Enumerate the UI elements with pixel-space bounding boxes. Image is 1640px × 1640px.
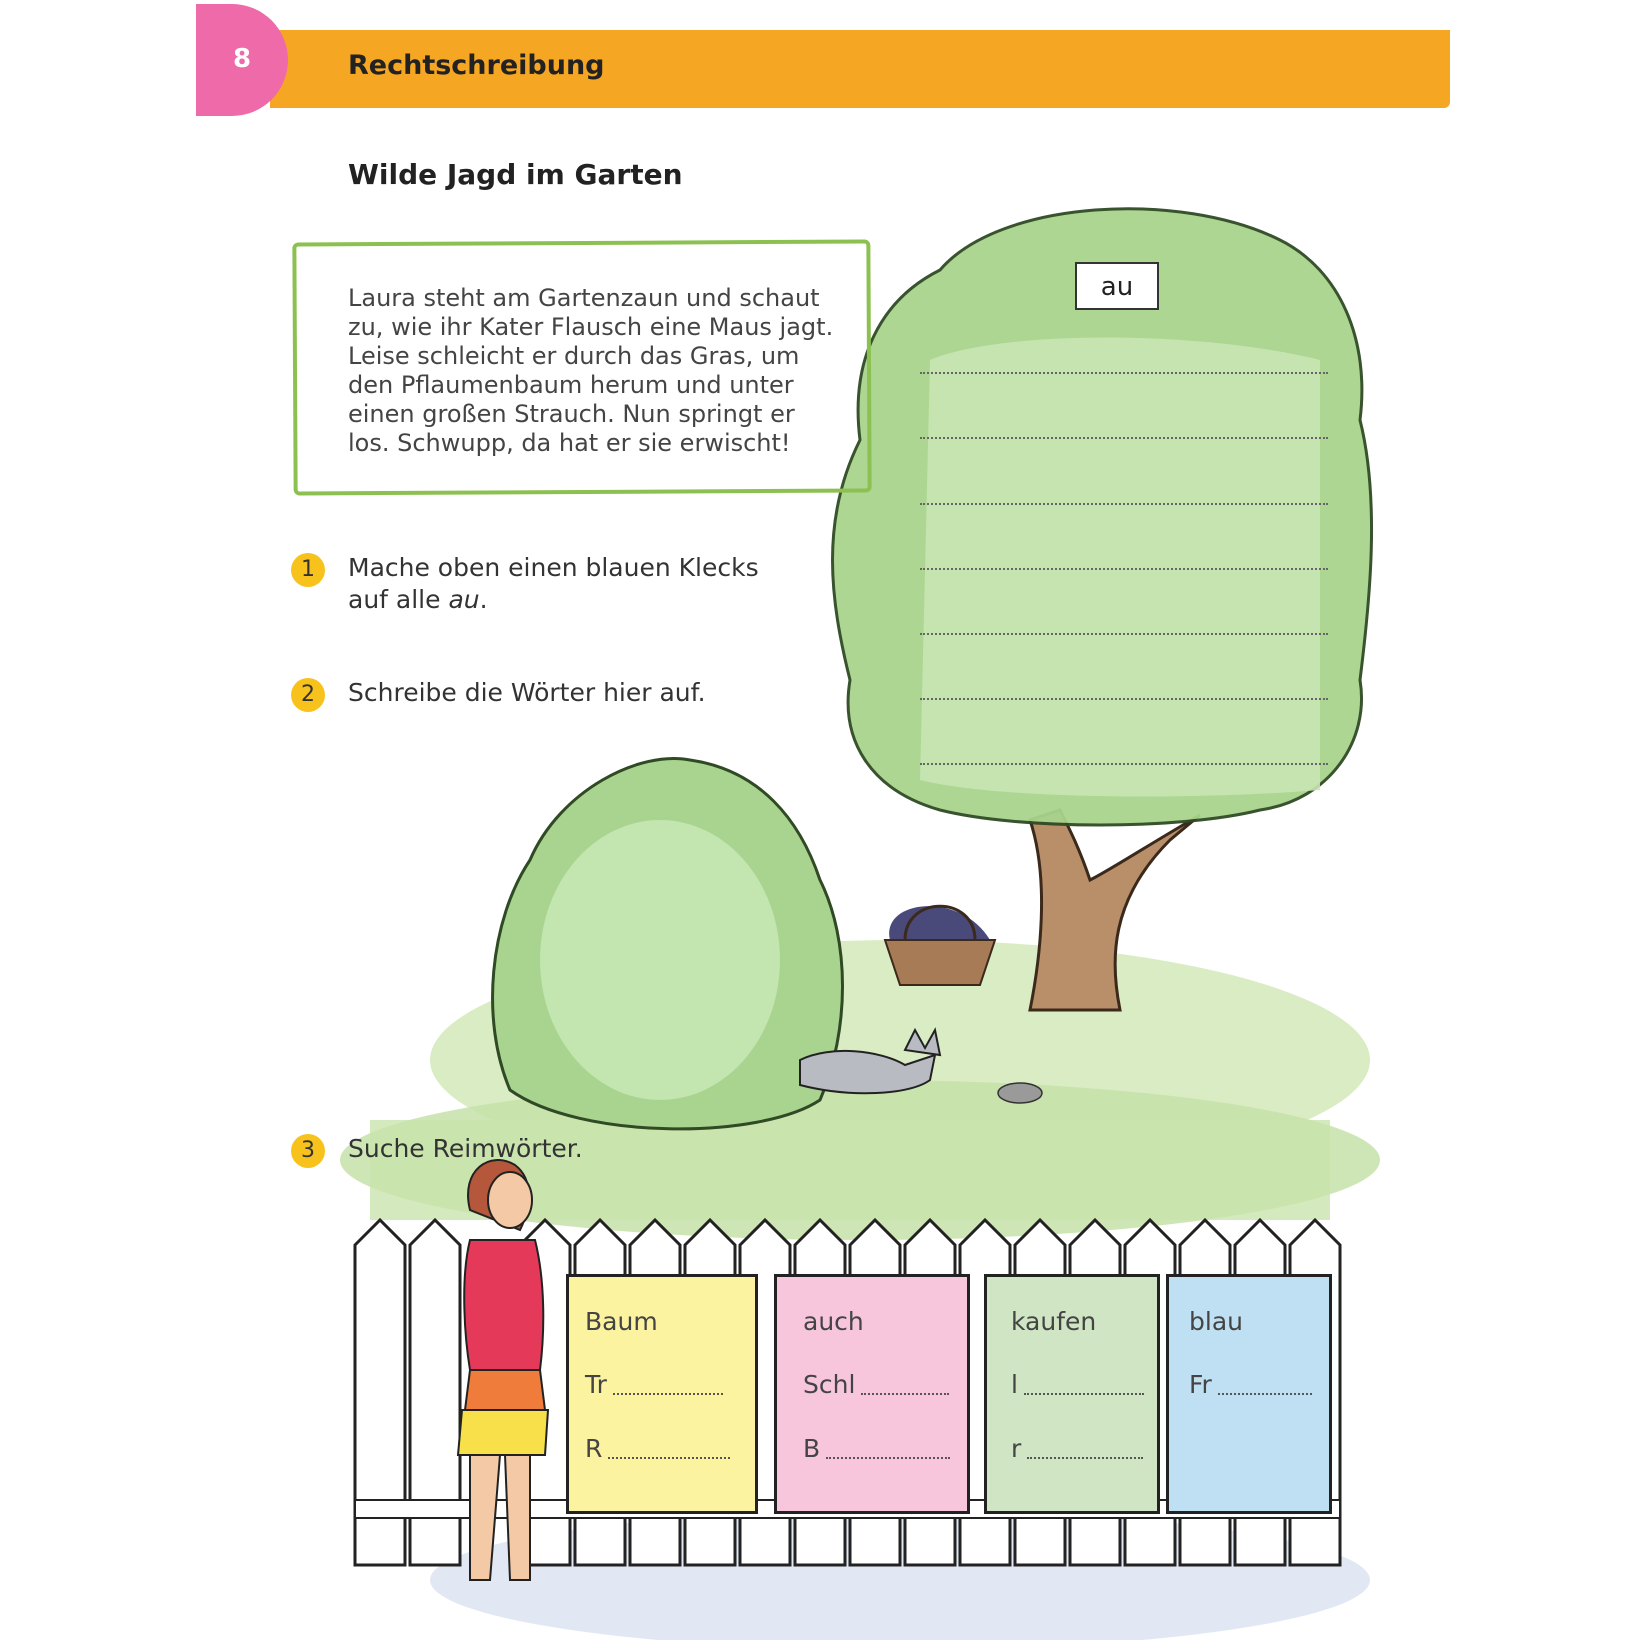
rhyme-prefix: r [1011, 1434, 1022, 1463]
rhyme-row[interactable] [1189, 1370, 1312, 1399]
rhyme-row[interactable] [803, 1434, 950, 1463]
answer-line-2[interactable] [920, 437, 1328, 439]
rhyme-row[interactable] [1011, 1434, 1143, 1463]
story-line: los. Schwupp, da hat er sie erwischt! [348, 429, 791, 457]
rhyme-answer-line[interactable] [826, 1457, 950, 1459]
task-number-1: 1 [291, 553, 325, 587]
answer-line-5[interactable] [920, 633, 1328, 635]
answer-line-1[interactable] [920, 372, 1328, 374]
story-line: Laura steht am Gartenzaun und schaut [348, 284, 820, 312]
answer-line-3[interactable] [920, 503, 1328, 505]
rhyme-prefix: Schl [803, 1370, 856, 1399]
story-line: den Pflaumenbaum herum und unter [348, 371, 794, 399]
task-1-line2-suffix: . [479, 585, 488, 614]
poster-auch [774, 1274, 970, 1514]
rhyme-row[interactable] [1011, 1370, 1144, 1399]
task-1-emphasis: au [448, 585, 480, 614]
poster-baum [566, 1274, 758, 1514]
task-1-line1: Mache oben einen blauen Klecks [348, 553, 759, 582]
section-title: Rechtschreibung [348, 50, 605, 81]
answer-line-4[interactable] [920, 568, 1328, 570]
rhyme-prefix: l [1011, 1370, 1018, 1399]
worksheet-title: Wilde Jagd im Garten [348, 158, 683, 191]
rhyme-answer-line[interactable] [613, 1393, 723, 1395]
rhyme-answer-line[interactable] [1027, 1457, 1143, 1459]
rhyme-answer-line[interactable] [608, 1457, 730, 1459]
rhyme-row[interactable] [585, 1370, 723, 1399]
poster-word: Baum [585, 1307, 658, 1336]
rhyme-row[interactable] [803, 1370, 949, 1399]
rhyme-prefix: B [803, 1434, 821, 1463]
poster-kaufen [984, 1274, 1160, 1514]
rhyme-answer-line[interactable] [1218, 1393, 1312, 1395]
story-line: Leise schleicht er durch das Gras, um [348, 342, 800, 370]
task-3-text: Suche Reimwörter. [348, 1134, 583, 1163]
rhyme-answer-line[interactable] [1024, 1393, 1144, 1395]
rhyme-row[interactable] [585, 1434, 730, 1463]
rhyme-prefix: Fr [1189, 1370, 1212, 1399]
poster-word: blau [1189, 1307, 1243, 1336]
answer-line-6[interactable] [920, 698, 1328, 700]
tree-sign-label: au [1075, 262, 1159, 310]
poster-blau [1166, 1274, 1332, 1514]
story-text [348, 284, 848, 458]
task-2-text: Schreibe die Wörter hier auf. [348, 678, 706, 707]
rhyme-prefix: Tr [585, 1370, 607, 1399]
page-number: 8 [232, 44, 252, 74]
story-line: einen großen Strauch. Nun springt er [348, 400, 795, 428]
task-1-line2 [348, 584, 759, 616]
task-number-2: 2 [291, 678, 325, 712]
poster-word: kaufen [1011, 1307, 1097, 1336]
task-number-3: 3 [291, 1134, 325, 1168]
answer-line-7[interactable] [920, 763, 1328, 765]
story-line: zu, wie ihr Kater Flausch eine Maus jagt. [348, 313, 834, 341]
task-1-text [348, 552, 759, 616]
rhyme-answer-line[interactable] [861, 1393, 949, 1395]
poster-word: auch [803, 1307, 864, 1336]
rhyme-prefix: R [585, 1434, 603, 1463]
task-1-line2-prefix: auf alle [348, 585, 449, 614]
